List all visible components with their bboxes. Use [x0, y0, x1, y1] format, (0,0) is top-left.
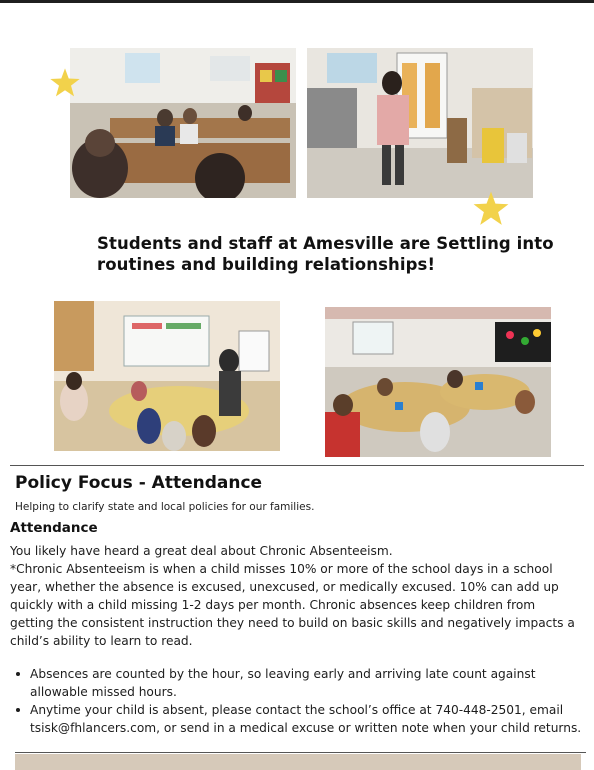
- bullet-icon: [16, 672, 20, 676]
- bullet-text: Absences are counted by the hour, so leaving early and arriving late count against allowable missed hours.: [30, 667, 536, 699]
- attendance-heading: Attendance: [10, 520, 98, 536]
- attendance-bullets: [10, 665, 585, 737]
- photo-staff-meeting: [70, 48, 296, 198]
- list-item: [10, 701, 585, 737]
- attendance-body: [10, 542, 580, 650]
- star-decoration-icon: [472, 190, 510, 228]
- section-divider: [10, 465, 584, 466]
- top-border: [0, 0, 594, 3]
- footer-divider: [15, 752, 586, 753]
- policy-subtitle: Helping to clarify state and local policies for our families.: [15, 501, 315, 513]
- list-item: [10, 665, 585, 701]
- photo-student-at-board: [307, 48, 533, 198]
- star-decoration-icon: [49, 67, 81, 99]
- bullet-text: Anytime your child is absent, please contact the school’s office at 740-448-2501, email tsisk@fhlancers.com, or send in a medical excuse or written note when your child returns.: [30, 703, 582, 735]
- footer-band: [15, 754, 581, 770]
- bullet-icon: [16, 708, 20, 712]
- attendance-definition: *Chronic Absenteeism is when a child misses 10% or more of the school days in a school year, whether the absence is excused, unexcused, or medically excused. 10% can add up quickly with a child missing 1-2 days per month. Chronic absences keep children from getting the consistent instruction they need to build on basic skills and negatively impacts a child’s ability to learn to read.: [10, 562, 575, 648]
- photo-story-time: [54, 301, 280, 451]
- photo-students-at-tables: [325, 307, 551, 457]
- headline: Students and staff at Amesville are Settling into routines and building relationships!: [97, 234, 554, 274]
- attendance-intro: You likely have heard a great deal about Chronic Absenteeism.: [10, 544, 393, 558]
- policy-title: Policy Focus - Attendance: [15, 473, 263, 493]
